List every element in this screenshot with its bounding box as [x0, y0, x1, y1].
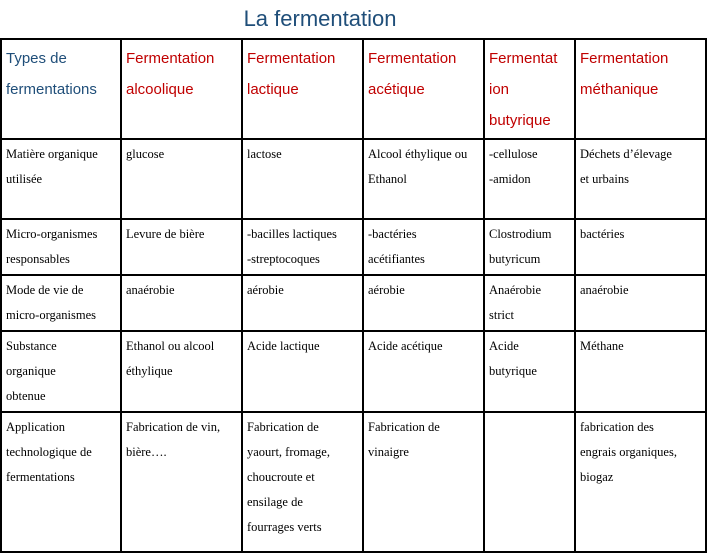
table-cell: [363, 331, 484, 412]
table-cell-line: biogaz: [580, 470, 614, 484]
table-cell-line: engrais organiques,: [580, 445, 677, 459]
table-cell-line: acétifiantes: [368, 252, 425, 266]
table-cell-line: Anaérobie: [489, 283, 542, 297]
table-cell-line: Fabrication de vin,: [126, 420, 221, 434]
header-cell: [242, 39, 363, 139]
table-body: [1, 39, 706, 552]
table-cell-line: aérobie: [247, 283, 284, 297]
header-cell-line: fermentations: [6, 81, 97, 98]
table-cell-line: choucroute et: [247, 470, 315, 484]
table-cell-line: anaérobie: [580, 283, 629, 297]
row-label-cell-line: Micro-organismes: [6, 227, 98, 241]
table-row: [1, 331, 706, 412]
table-cell: [363, 139, 484, 219]
table-cell: [575, 331, 706, 412]
header-cell-line: butyrique: [489, 112, 551, 129]
table-cell-line: fabrication des: [580, 420, 654, 434]
row-label-cell-line: fermentations: [6, 470, 75, 484]
row-label-cell-line: organique: [6, 364, 56, 378]
table-row: [1, 412, 706, 552]
table-cell-line: Méthane: [580, 339, 624, 353]
header-cell: [575, 39, 706, 139]
table-cell-line: Alcool éthylique ou: [368, 147, 468, 161]
header-cell-line: acétique: [368, 81, 425, 98]
table-cell: [484, 275, 575, 331]
row-label-cell-line: micro-organismes: [6, 308, 97, 322]
table-cell-line: Acide lactique: [247, 339, 320, 353]
row-label-cell-line: Mode de vie de: [6, 283, 84, 297]
table-cell: [242, 219, 363, 275]
table-cell-line: Fabrication de: [247, 420, 319, 434]
table-cell: [575, 412, 706, 552]
row-label-cell: [1, 412, 121, 552]
table-cell-line: glucose: [126, 147, 165, 161]
row-label-cell-line: Matière organique: [6, 147, 98, 161]
table-cell-line: Ethanol: [368, 172, 407, 186]
header-cell-line: lactique: [247, 81, 299, 98]
table-cell-line: fourrages verts: [247, 520, 322, 534]
table-cell: [121, 331, 242, 412]
table-cell-line: Acide: [489, 339, 519, 353]
header-cell-line: Types de: [6, 50, 67, 67]
table-cell-line: -bacilles lactiques: [247, 227, 337, 241]
table-cell-line: anaérobie: [126, 283, 175, 297]
table-header-row: [1, 39, 706, 139]
table-cell-line: bactéries: [580, 227, 625, 241]
table-cell: [575, 139, 706, 219]
header-cell-line: Fermentation: [580, 50, 669, 67]
table-cell-line: -bactéries: [368, 227, 417, 241]
table-cell-line: bière….: [126, 445, 167, 459]
table-cell-line: butyricum: [489, 252, 541, 266]
row-label-cell: [1, 331, 121, 412]
table-cell: [121, 139, 242, 219]
header-cell-line: Fermentation: [368, 50, 457, 67]
table-row: [1, 219, 706, 275]
header-cell: [121, 39, 242, 139]
table-cell: [121, 275, 242, 331]
header-cell-line: Fermentation: [126, 50, 215, 67]
page-title: [0, 6, 640, 32]
header-cell: [484, 39, 575, 139]
row-label-cell: [1, 139, 121, 219]
header-cell-line: méthanique: [580, 81, 659, 98]
table-cell-line: butyrique: [489, 364, 537, 378]
table-cell-line: Ethanol ou alcool: [126, 339, 215, 353]
table-cell-line: Clostrodium: [489, 227, 552, 241]
table-cell: [363, 219, 484, 275]
row-label-cell-line: responsables: [6, 252, 70, 266]
header-cell-line: Fermentat: [489, 50, 558, 67]
table-cell: [242, 331, 363, 412]
table-cell: [242, 412, 363, 552]
row-label-cell-line: Substance: [6, 339, 57, 353]
table-cell-line: Déchets d’élevage: [580, 147, 672, 161]
table-cell-line: yaourt, fromage,: [247, 445, 330, 459]
table-row: [1, 139, 706, 219]
table-cell-line: strict: [489, 308, 514, 322]
table-cell: [575, 275, 706, 331]
table-cell-line: lactose: [247, 147, 282, 161]
header-cell-line: ion: [489, 81, 510, 98]
table-cell-line: -cellulose: [489, 147, 538, 161]
header-cell-line: Fermentation: [247, 50, 336, 67]
table-cell-line: Acide acétique: [368, 339, 443, 353]
table-cell-line: Levure de bière: [126, 227, 205, 241]
table-cell-line: éthylique: [126, 364, 173, 378]
table-cell: [575, 219, 706, 275]
table-cell: [242, 139, 363, 219]
table-cell-line: aérobie: [368, 283, 405, 297]
table-cell: [484, 139, 575, 219]
header-cell: [363, 39, 484, 139]
table-cell-line: et urbains: [580, 172, 629, 186]
table-row: [1, 275, 706, 331]
row-label-cell-line: utilisée: [6, 172, 43, 186]
row-label-cell-line: obtenue: [6, 389, 46, 403]
row-label-cell: [1, 275, 121, 331]
table-cell: [121, 412, 242, 552]
table-cell: [484, 331, 575, 412]
page-title-text: La fermentation: [243, 6, 397, 31]
table-cell: [121, 219, 242, 275]
table-cell-line: -amidon: [489, 172, 531, 186]
table-cell-line: vinaigre: [368, 445, 409, 459]
header-cell: [1, 39, 121, 139]
table-cell: [363, 275, 484, 331]
header-cell-line: alcoolique: [126, 81, 194, 98]
table-cell: [363, 412, 484, 552]
table-cell-line: -streptocoques: [247, 252, 320, 266]
table-cell-line: Fabrication de: [368, 420, 440, 434]
table-cell: [242, 275, 363, 331]
table-cell-line: ensilage de: [247, 495, 303, 509]
row-label-cell-line: technologique de: [6, 445, 92, 459]
table-cell: [484, 219, 575, 275]
row-label-cell-line: Application: [6, 420, 66, 434]
fermentation-table: [0, 38, 707, 553]
row-label-cell: [1, 219, 121, 275]
table-cell: [484, 412, 575, 552]
